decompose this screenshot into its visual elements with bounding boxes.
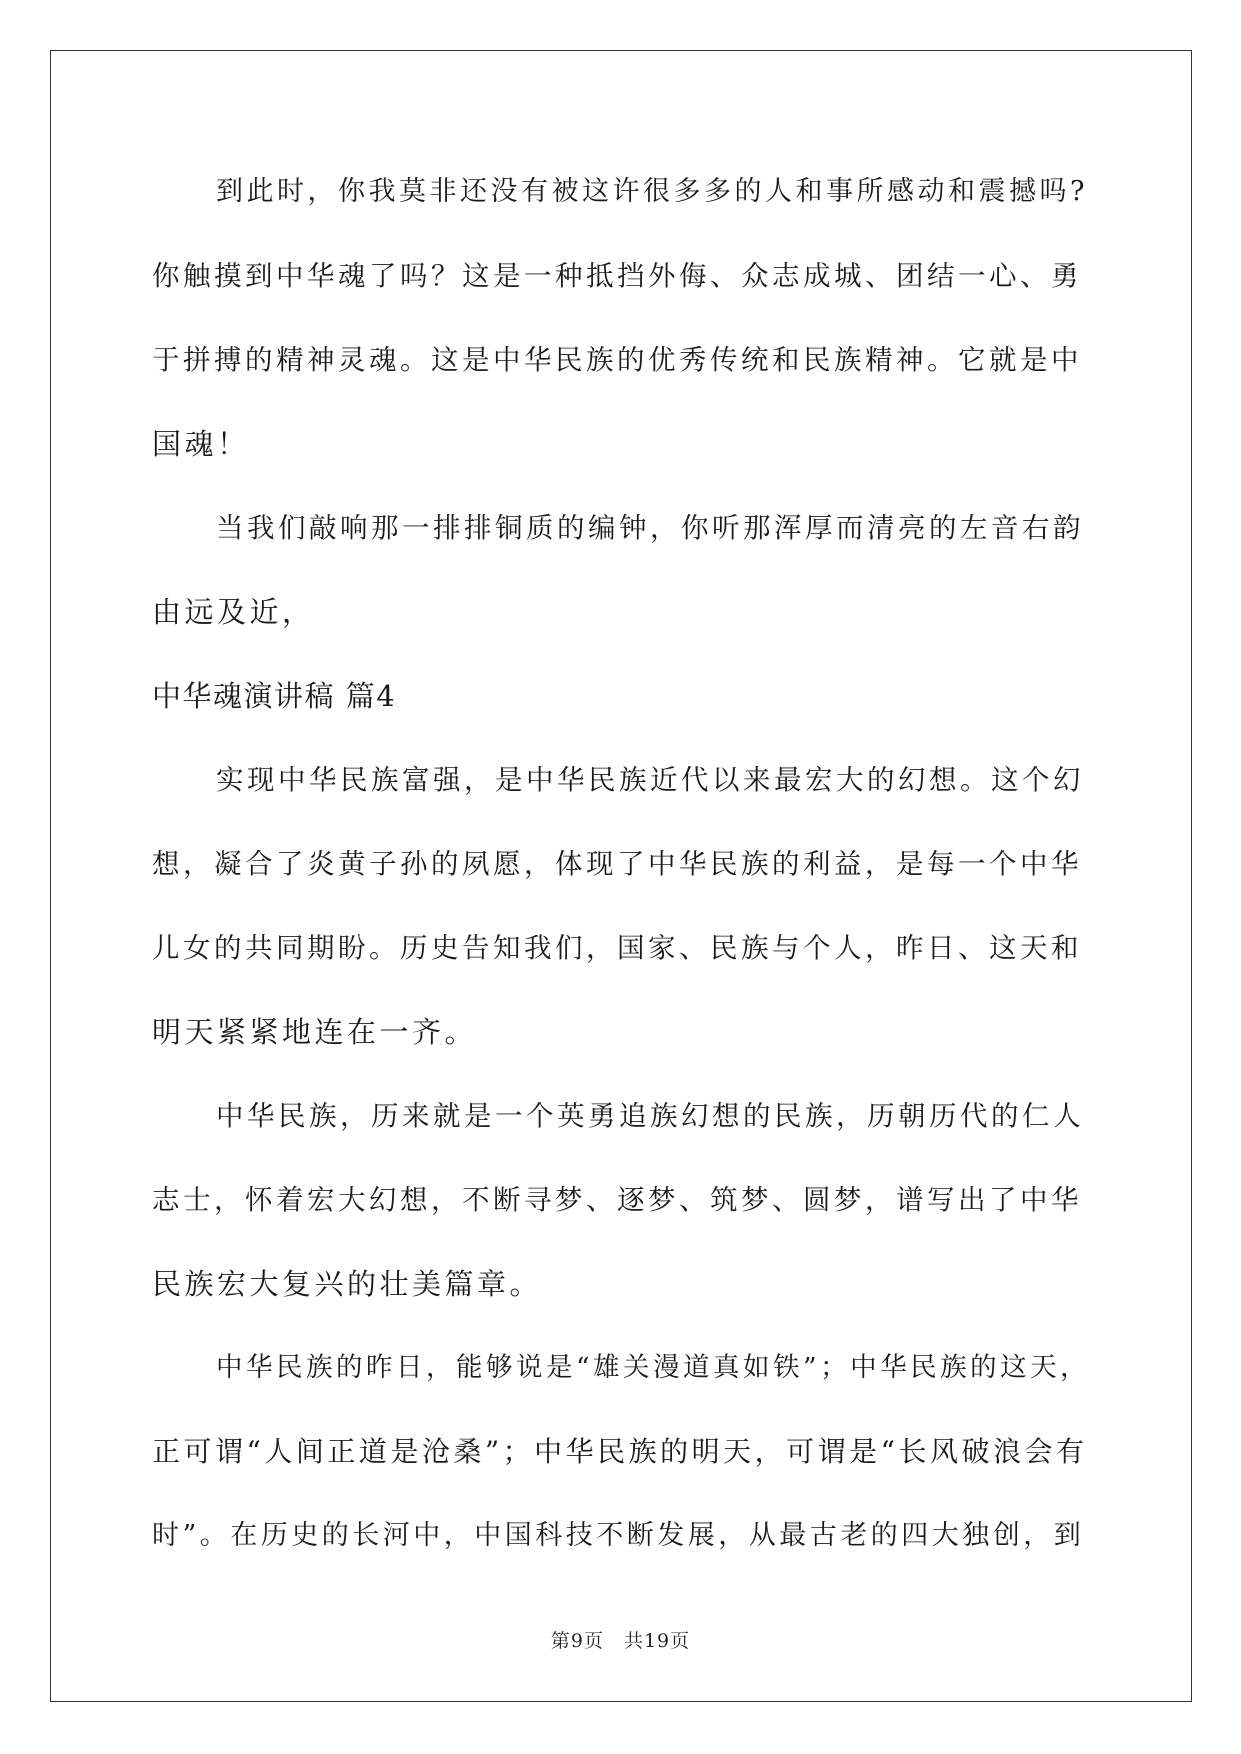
text-line: 中华民族的昨日，能够说是“雄关漫道真如铁”；中华民族的这天， <box>216 1352 1091 1383</box>
text-line: 当我们敲响那一排排铜质的编钟，你听那浑厚而清亮的左音右韵 <box>216 512 1084 544</box>
text-line: 由远及近， <box>152 595 315 629</box>
text-line: 民族宏大复兴的壮美篇章。 <box>152 1267 543 1301</box>
text-line: 你触摸到中华魂了吗？这是一种抵挡外侮、众志成城、团结一心、勇 <box>152 260 1082 292</box>
text-line: 国魂！ <box>152 427 250 461</box>
text-line: 时”。在历史的长河中，中国科技不断发展，从最古老的四大独创，到 <box>152 1520 1085 1551</box>
text-line: 于拼搏的精神灵魂。这是中华民族的优秀传统和民族精神。它就是中 <box>152 344 1082 376</box>
page-number: 第9页 <box>550 1630 604 1652</box>
text-line: 实现中华民族富强，是中华民族近代以来最宏大的幻想。这个幻 <box>216 764 1084 796</box>
text-line: 明天紧紧地连在一齐。 <box>152 1015 478 1049</box>
document-body <box>152 150 1092 1578</box>
page-footer <box>0 1626 1241 1653</box>
section-heading: 中华魂演讲稿 篇4 <box>152 679 397 713</box>
text-line: 想，凝合了炎黄子孙的夙愿，体现了中华民族的利益，是每一个中华 <box>152 848 1082 880</box>
text-line: 志士，怀着宏大幻想，不断寻梦、逐梦、筑梦、圆梦，谱写出了中华 <box>152 1184 1082 1216</box>
page-total: 共19页 <box>623 1630 691 1652</box>
text-line: 到此时，你我莫非还没有被这许很多多的人和事所感动和震撼吗? <box>216 176 1088 207</box>
text-line: 儿女的共同期盼。历史告知我们，国家、民族与个人，昨日、这天和 <box>152 932 1082 964</box>
text-line: 正可谓“人间正道是沧桑”；中华民族的明天，可谓是“长风破浪会有 <box>152 1435 1088 1468</box>
text-line: 中华民族，历来就是一个英勇追族幻想的民族，历朝历代的仁人 <box>216 1100 1084 1132</box>
